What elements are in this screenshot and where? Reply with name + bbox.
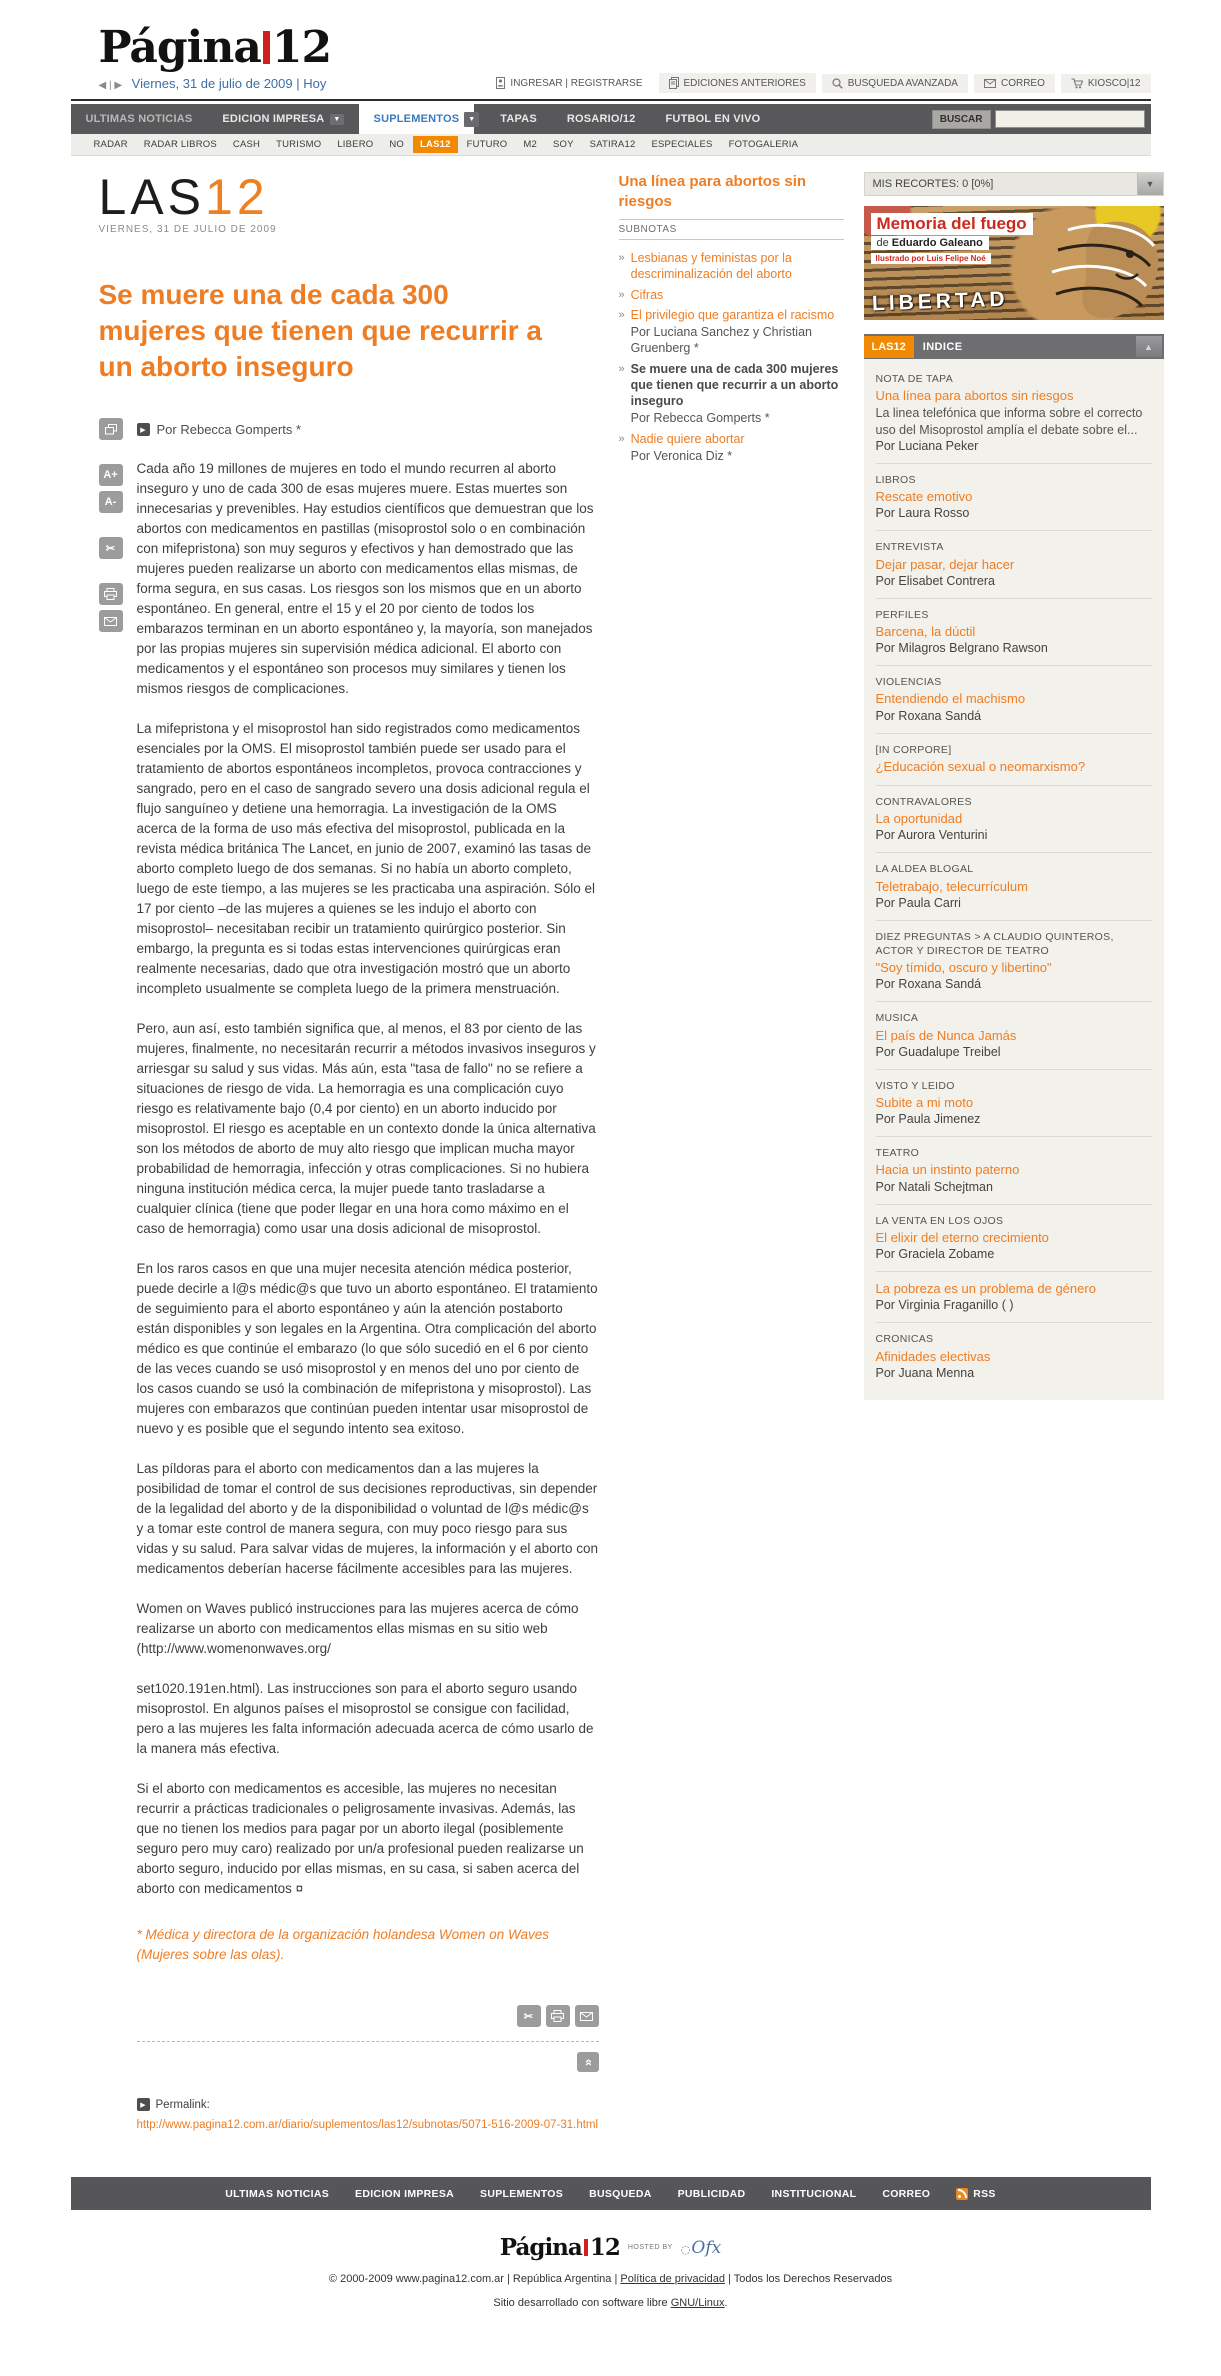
index-link[interactable]: Rescate emotivo bbox=[875, 489, 973, 505]
subnota-item bbox=[619, 431, 844, 465]
index-link[interactable]: El elixir del eterno crecimiento bbox=[875, 1229, 1049, 1245]
article-footnote: * Médica y directora de la organización holandesa Women on Waves (Mujeres sobre las olas). bbox=[136, 1927, 549, 1963]
subnota-item bbox=[619, 307, 844, 357]
index-byline: Por Juana Menna bbox=[875, 1365, 975, 1380]
supplement-date: VIERNES, 31 DE JULIO DE 2009 bbox=[98, 224, 277, 235]
index-link[interactable]: Entendiendo el machismo bbox=[875, 691, 1026, 707]
index-byline: Por Milagros Belgrano Rawson bbox=[875, 641, 1048, 656]
search-icon bbox=[832, 78, 843, 89]
host-logo[interactable]: ◌ Ofx bbox=[681, 2238, 721, 2258]
open-window-icon[interactable] bbox=[99, 418, 123, 440]
privacy-policy-link[interactable]: Política de privacidad bbox=[620, 2273, 725, 2286]
index-byline: Por Graciela Zobame bbox=[875, 1247, 995, 1262]
permalink-url[interactable]: http://www.pagina12.com.ar/diario/suplementos/las12/subnotas/5071-516-2009-07-31.html bbox=[136, 2119, 599, 2132]
hosted-by-label: HOSTED BY bbox=[627, 2244, 673, 2252]
index-category: LIBROS bbox=[875, 473, 916, 486]
bullet-icon: » bbox=[618, 362, 625, 375]
logo-text-1: Página bbox=[98, 22, 261, 73]
right-sidebar bbox=[864, 172, 1164, 2131]
footer-rss[interactable] bbox=[956, 2188, 996, 2200]
index-entry bbox=[876, 1205, 1152, 1272]
article-paragraph: En los raros casos en que una mujer necesita atención médica posterior, puede decirle a l@s médic@s que tuvo un aborto espontáneo. El tratamiento de seguimiento para el aborto espontáneo y aún la atención postaborto están disponibles y son legales en la Argentina. Otra complicación del aborto médico es que continúe el embarazo (lo que sólo sucedió en el 6 por ciento de las veces cuando se usó misoprostol y en menos del uno por ciento de los casos cuando se usó la combinación de mifepristona y misoprostol). Las mujeres con embarazos que continúan pueden intentar usar misoprostol de nuevo y es posible que el segundo intento sea exitoso. bbox=[136, 1261, 598, 1437]
subnota-link[interactable]: Nadie quiere abortar bbox=[630, 431, 745, 446]
indice-header bbox=[864, 334, 1164, 359]
index-link[interactable]: Afinidades electivas bbox=[875, 1348, 991, 1364]
permalink-label: Permalink: bbox=[155, 2098, 210, 2111]
share-toolbar bbox=[137, 2005, 599, 2027]
index-link[interactable]: La pobreza es un problema de género bbox=[875, 1281, 1096, 1297]
nav-label: EDICION IMPRESA bbox=[222, 113, 325, 125]
subnota-byline: Por Luciana Sanchez y Christian Gruenberg * bbox=[630, 325, 812, 356]
ad-subtitle bbox=[871, 236, 989, 250]
index-entry bbox=[876, 1323, 1152, 1389]
subnotas-label: SUBNOTAS bbox=[619, 219, 844, 240]
bullet-icon: » bbox=[618, 432, 625, 445]
print-button[interactable] bbox=[546, 2005, 570, 2027]
font-increase-button[interactable]: A+ bbox=[99, 464, 123, 486]
footer-busqueda[interactable]: BUSQUEDA bbox=[589, 2187, 652, 2200]
ad-caption: LIBERTAD bbox=[871, 287, 1009, 316]
chevron-down-icon[interactable]: ▼ bbox=[464, 112, 479, 127]
scissors-icon[interactable]: ✂ bbox=[523, 2010, 534, 2023]
chevron-up-icon[interactable]: ▲ bbox=[1136, 336, 1162, 357]
logo-text-1: Página bbox=[499, 2234, 582, 2262]
index-byline: Por Elisabet Contrera bbox=[875, 573, 996, 588]
scissors-icon[interactable]: ✂ bbox=[105, 542, 116, 555]
index-category: TEATRO bbox=[875, 1147, 920, 1160]
footer-correo[interactable]: CORREO bbox=[882, 2187, 931, 2200]
index-entry bbox=[876, 363, 1152, 464]
nav-futbol-en-vivo[interactable] bbox=[651, 104, 776, 134]
footer-edicion-impresa[interactable]: EDICION IMPRESA bbox=[355, 2187, 455, 2200]
article-paragraph: Si el aborto con medicamentos es accesible, las mujeres no necesitan recurrir a prácticas tradicionales o peligrosamente invasivas. Además, las que no tienen los medios para pagar por un aborto ilegal (posiblemente seguro pero muy caro) realizado por un/a profesional pueden realizarse un aborto seguro, inducido por ellas mismas, en su casa, si saben acerca del aborto con medicamentos ¤ bbox=[136, 1781, 584, 1897]
envelope-icon bbox=[104, 617, 117, 626]
subnav-no[interactable]: NO bbox=[389, 139, 405, 150]
index-excerpt: La linea telefónica que informa sobre el correcto uso del Misoprostol amplía el debate sobre el... bbox=[875, 406, 1143, 437]
subnav-m2[interactable]: M2 bbox=[523, 139, 537, 150]
logo-text-2: 12 bbox=[589, 2234, 620, 2262]
article-paragraph: Women on Waves publicó instrucciones para las mujeres acerca de cómo realizarse un aborto con medicamentos ellas mismas en su sitio web (http://www.womenonwaves.org/ bbox=[136, 1601, 579, 1657]
advanced-search-label: BUSQUEDA AVANZADA bbox=[847, 77, 958, 89]
printer-icon bbox=[551, 2010, 564, 2022]
subnota-link[interactable]: El privilegio que garantiza el racismo bbox=[630, 307, 835, 322]
copyright-post: | Todos los Derechos Reservados bbox=[724, 2273, 893, 2286]
index-category: MUSICA bbox=[875, 1012, 919, 1025]
indice-list bbox=[864, 359, 1164, 1400]
subnota-byline: Por Rebecca Gomperts * bbox=[630, 411, 770, 426]
nav-suplementos[interactable] bbox=[359, 104, 475, 134]
print-button[interactable] bbox=[99, 583, 123, 605]
index-category: CRONICAS bbox=[875, 1333, 934, 1346]
footer-publicidad[interactable]: PUBLICIDAD bbox=[677, 2187, 746, 2200]
index-byline: Por Luciana Peker bbox=[875, 438, 979, 453]
mail-label: CORREO bbox=[1000, 77, 1045, 89]
bullet-icon: » bbox=[618, 252, 625, 264]
bullet-icon: » bbox=[618, 288, 625, 301]
nav-label: TAPAS bbox=[500, 113, 537, 125]
indice-title: INDICE bbox=[922, 340, 963, 353]
index-entry bbox=[876, 1272, 1152, 1323]
subnav-cash[interactable]: CASH bbox=[232, 139, 261, 150]
subnav-las12[interactable]: LAS12 bbox=[413, 136, 458, 153]
index-link[interactable]: Una línea para abortos sin riesgos bbox=[875, 388, 1074, 404]
developed-line bbox=[71, 2297, 1151, 2349]
pagina12-logo[interactable] bbox=[71, 22, 1151, 73]
divider bbox=[137, 2041, 599, 2042]
index-link[interactable]: "Soy tímido, oscuro y libertino" bbox=[875, 960, 1052, 976]
index-byline: Por Laura Rosso bbox=[875, 506, 970, 521]
index-link[interactable]: Hacia un instinto paterno bbox=[875, 1162, 1020, 1178]
index-entry bbox=[876, 464, 1152, 531]
index-entry bbox=[876, 1070, 1152, 1137]
article-title: Se muere una de cada 300 mujeres que tienen que recurrir a un aborto inseguro bbox=[98, 279, 542, 382]
rss-label: RSS bbox=[973, 2187, 996, 2200]
developed-pre: Sitio desarrollado con software libre bbox=[493, 2297, 671, 2310]
index-category: DIEZ PREGUNTAS > A CLAUDIO QUINTEROS, ACTOR Y DIRECTOR DE TEATRO bbox=[875, 930, 1114, 958]
las12-badge: LAS12 bbox=[864, 336, 914, 358]
email-button[interactable] bbox=[99, 610, 123, 632]
index-entry bbox=[876, 1137, 1152, 1204]
index-category: LA ALDEA BLOGAL bbox=[875, 863, 974, 876]
previous-editions-link[interactable] bbox=[659, 73, 816, 93]
bullet-icon: » bbox=[618, 308, 625, 321]
printer-icon bbox=[104, 588, 117, 600]
index-category: PERFILES bbox=[875, 608, 929, 621]
index-link[interactable]: Subite a mi moto bbox=[875, 1095, 974, 1111]
index-byline: Por Aurora Venturini bbox=[875, 828, 988, 843]
index-link[interactable]: ¿Educación sexual o neomarxismo? bbox=[875, 758, 1086, 774]
footer-ultimas-noticias[interactable]: ULTIMAS NOTICIAS bbox=[225, 2187, 330, 2200]
subnav-radar-libros[interactable]: RADAR LIBROS bbox=[143, 139, 217, 150]
index-entry bbox=[876, 853, 1152, 920]
index-category: [IN CORPORE] bbox=[875, 743, 952, 756]
las12-logo-text-1: LAS bbox=[98, 169, 206, 225]
site-header bbox=[71, 0, 1151, 101]
index-link[interactable]: La oportunidad bbox=[875, 811, 963, 827]
index-byline: Por Guadalupe Treibel bbox=[875, 1044, 1001, 1059]
index-byline: Por Natali Schejtman bbox=[875, 1179, 993, 1194]
clip-button bbox=[517, 2005, 541, 2027]
mis-recortes-bar bbox=[864, 172, 1164, 196]
article-toolbar bbox=[99, 418, 125, 2131]
back-to-top-button[interactable] bbox=[577, 2052, 599, 2072]
chevron-down-icon[interactable]: ▼ bbox=[1137, 173, 1163, 195]
article-paragraph: Cada año 19 millones de mujeres en todo el mundo recurren al aborto inseguro y uno de cada 300 de esas mujeres muere. Estas muertes son innecesarias y prevenibles. Hay estudios científicos que demuestran que los abortos con medicamentos en pastillas (misoprostol solo o en combinación con mifepristona) son muy seguros y efectivos y han demostrado que las mujeres pueden realizarse un aborto con medicamentos ellas mismas, de forma segura, en sus casas. Los riesgos son los mismos que en un aborto espontáneo. En general, entre el 15 y el 20 por ciento de todos los embarazos terminan en un aborto espontáneo y, la mayoría, son manejados por las propias mujeres sin supervisión médica adicional. El aborto con medicamentos y el espontáneo son procesos muy similares y tienen los mismos riesgos de complicaciones. bbox=[136, 461, 594, 697]
index-entry bbox=[876, 531, 1152, 598]
index-byline: Por Paula Jimenez bbox=[875, 1112, 981, 1127]
footer-institucional[interactable]: INSTITUCIONAL bbox=[771, 2187, 857, 2200]
copyright-line bbox=[71, 2273, 1151, 2285]
article-paragraph: set1020.191en.html). Las instrucciones son para el aborto seguro usando misoprostol. En algunos países el misoprostol se consigue con facilidad, pero a las mujeres les falta información adecuada acerca de cómo usarlo de la manera más efectiva. bbox=[136, 1681, 594, 1757]
article-paragraph: Pero, aun así, esto también significa que, al menos, el 83 por ciento de las mujeres, finalmente, no necesitarán recurrir a métodos invasivos inseguros y arriesgar su salud y sus vidas. Más aún, esta "tasa de fallo" no se refiere a situaciones de riesgo de vida. La hemorragia es una complicación cuyo riesgo es relativamente bajo (0,4 por ciento) en un aborto inducido por misoprostol. El riesgo es aceptable en un contexto donde la única alternativa son los métodos de aborto de muy alto riesgo que implican mucha mayor probabilidad de hemorragia, infección y otras complicaciones. Si no hubiera ninguna institución médica cerca, la mujer puede tanto trasladarse a cualquier clínica (tiene que poder llegar en una hora como máximo en el caso de hemorragia) como usar una dosis adicional de misoprostol. bbox=[136, 1021, 596, 1237]
search-button[interactable]: BUSCAR bbox=[932, 110, 991, 129]
nav-rosario12[interactable] bbox=[552, 104, 651, 134]
login-register-label: INGRESAR | REGISTRARSE bbox=[510, 77, 643, 89]
clip-button bbox=[99, 537, 123, 559]
nav-label: ULTIMAS NOTICIAS bbox=[85, 113, 193, 125]
logo-red-bar bbox=[584, 2239, 588, 2256]
editions-icon bbox=[669, 77, 679, 89]
developed-post: . bbox=[724, 2297, 728, 2310]
nav-label: SUPLEMENTOS bbox=[373, 113, 460, 125]
ad-credit: Ilustrado por Luis Felipe Noé bbox=[871, 253, 991, 264]
ad-title: Memoria del fuego bbox=[871, 213, 1033, 235]
subnav-soy[interactable]: SOY bbox=[552, 139, 574, 150]
index-link[interactable]: Teletrabajo, telecurrículum bbox=[875, 878, 1028, 894]
index-entry bbox=[876, 1002, 1152, 1069]
subnav-especiales[interactable]: ESPECIALES bbox=[651, 139, 713, 150]
permalink-row bbox=[137, 2098, 599, 2111]
index-link[interactable]: El país de Nunca Jamás bbox=[875, 1027, 1017, 1043]
ad-subtitle-pre: de bbox=[876, 237, 892, 249]
subnav-turismo[interactable]: TURISMO bbox=[276, 139, 322, 150]
play-icon: ▶ bbox=[137, 423, 150, 436]
subnotas-heading[interactable]: Una línea para abortos sin riesgos bbox=[618, 173, 807, 210]
article-byline bbox=[137, 422, 599, 437]
index-category: ENTREVISTA bbox=[875, 541, 944, 554]
index-category: VISTO Y LEIDO bbox=[875, 1079, 955, 1092]
index-entry bbox=[876, 734, 1152, 786]
subnav-futuro[interactable]: FUTURO bbox=[466, 139, 508, 150]
windows-icon bbox=[105, 424, 117, 435]
index-entry bbox=[876, 786, 1152, 853]
search-area bbox=[932, 104, 1151, 134]
previous-editions-label: EDICIONES ANTERIORES bbox=[683, 77, 806, 89]
subnav-fotogaleria[interactable]: FOTOGALERIA bbox=[728, 139, 799, 150]
footer-pagina12-logo[interactable] bbox=[499, 2234, 620, 2262]
nav-tapas[interactable] bbox=[485, 104, 552, 134]
mail-link[interactable] bbox=[974, 74, 1055, 93]
subnota-item-current bbox=[619, 361, 844, 427]
index-category: NOTA DE TAPA bbox=[875, 373, 954, 385]
mail-icon bbox=[984, 79, 996, 88]
main-navigation bbox=[71, 104, 1151, 134]
login-register-link[interactable] bbox=[486, 73, 652, 93]
logo-red-bar bbox=[263, 31, 270, 64]
collapse-icon: » bbox=[579, 2058, 595, 2067]
envelope-icon bbox=[580, 2012, 593, 2021]
index-byline: Por Roxana Sandá bbox=[875, 977, 982, 992]
subnota-item bbox=[619, 287, 844, 303]
subnota-link[interactable]: Lesbianas y feministas por la descriminalización del aborto bbox=[630, 251, 792, 282]
subnota-byline: Por Veronica Diz * bbox=[630, 448, 733, 463]
subnota-item bbox=[619, 250, 844, 283]
index-byline: Por Virginia Fraganillo ( ) bbox=[875, 1298, 1014, 1313]
subnav-radar[interactable]: RADAR bbox=[93, 139, 128, 150]
index-category: VIOLENCIAS bbox=[875, 676, 942, 689]
index-link[interactable]: Dejar pasar, dejar hacer bbox=[875, 556, 1015, 572]
user-icon bbox=[496, 77, 505, 89]
email-button[interactable] bbox=[575, 2005, 599, 2027]
memoria-del-fuego-ad[interactable] bbox=[864, 206, 1164, 320]
las12-logo-text-2: 12 bbox=[205, 169, 269, 225]
footer-suplementos[interactable]: SUPLEMENTOS bbox=[480, 2187, 564, 2200]
index-entry bbox=[876, 921, 1152, 1003]
date-prev-next-icons[interactable]: ◀ | ▶ bbox=[98, 80, 123, 91]
index-entry bbox=[876, 599, 1152, 666]
article-paragraph: La mifepristona y el misoprostol han sido registrados como medicamentos esenciales por la OMS. El misoprostol también puede ser usado para el tratamiento de abortos espontáneos incompletos, provoca contracciones y sangrado, pero en el caso de sangrado severo una dosis adicional regula el flujo sanguíneo y detiene una hemorragia. La investigación de la OMS acerca de la forma de uso más efectiva del misoprostol, publicada en la revista médica británica The Lancet, en junio de 2007, examinó las tasas de aborto completo luego de dos semanas. Si no había un aborto completo, luego de este tiempo, a las mujeres se les practicaba una aspiración. Sólo el 17 por ciento –de las mujeres a quienes se les indujo el aborto con misoprostol– necesitaban recibir un tratamiento quirúrgico posterior. Sin embargo, la pregunta es si todas estas intervenciones quirúrgicas eran realmente necesarias, dado que otra investigación mostró que un aborto incompleto usualmente se completa luego de la primera menstruación. bbox=[136, 721, 596, 997]
index-category: CONTRAVALORES bbox=[875, 796, 972, 809]
article-column bbox=[98, 169, 599, 2132]
kiosco-link[interactable] bbox=[1061, 74, 1151, 93]
subnota-current-title: Se muere una de cada 300 mujeres que tienen que recurrir a un aborto inseguro bbox=[630, 361, 839, 408]
nav-label: FUTBOL EN VIVO bbox=[665, 113, 761, 125]
footer-navigation bbox=[71, 2177, 1151, 2210]
advanced-search-link[interactable] bbox=[822, 74, 968, 93]
las12-logo bbox=[98, 169, 599, 225]
index-byline: Por Paula Carri bbox=[875, 895, 961, 910]
kiosco-label: KIOSCO|12 bbox=[1087, 77, 1141, 89]
search-input[interactable] bbox=[995, 110, 1145, 128]
cart-icon bbox=[1071, 78, 1083, 89]
nav-edicion-impresa[interactable] bbox=[207, 104, 358, 134]
index-link[interactable]: Barcena, la dúctil bbox=[875, 623, 976, 639]
subnota-link[interactable]: Cifras bbox=[630, 287, 664, 302]
index-entry bbox=[876, 666, 1152, 733]
article-paragraph: Las píldoras para el aborto con medicamentos dan a las mujeres la posibilidad de tomar el control de sus decisiones reproductivas, sin depender de la legalidad del aborto y de la disponibilidad o voluntad de l@s médic@s y a tomar este control de manera segura, con muy poco riesgo para sus vidas y su salud. Para salvar vidas de mujeres, la información y el aborto con medicamentos deberían hacerse fácilmente accesibles para las mujeres. bbox=[136, 1461, 598, 1577]
subnav-satira12[interactable]: SATIRA12 bbox=[589, 139, 636, 150]
mis-recortes-label: MIS RECORTES: 0 [0%] bbox=[872, 178, 994, 190]
rss-icon bbox=[956, 2188, 968, 2200]
index-byline: Por Roxana Sandá bbox=[875, 708, 982, 723]
chevron-down-icon[interactable]: ▼ bbox=[330, 114, 343, 125]
ad-illustration bbox=[1038, 210, 1164, 320]
utility-bar bbox=[486, 73, 1150, 93]
footer-logo-row bbox=[71, 2234, 1151, 2262]
copyright-pre: © 2000-2009 www.pagina12.com.ar | República Argentina | bbox=[328, 2273, 621, 2286]
nav-label: ROSARIO/12 bbox=[566, 113, 636, 125]
logo-text-2: 12 bbox=[271, 22, 332, 73]
play-icon: ▶ bbox=[137, 2098, 150, 2111]
subnotas-column bbox=[619, 172, 844, 2131]
subnav-libero[interactable]: LIBERO bbox=[337, 139, 374, 150]
byline-text: Por Rebecca Gomperts * bbox=[156, 422, 302, 438]
gnu-linux-link[interactable]: GNU/Linux bbox=[670, 2297, 725, 2310]
edition-date[interactable]: Viernes, 31 de julio de 2009 | Hoy bbox=[131, 76, 327, 91]
ad-author: Eduardo Galeano bbox=[891, 237, 983, 249]
supplements-navigation bbox=[71, 134, 1151, 156]
nav-ultimas-noticias[interactable] bbox=[71, 104, 208, 134]
font-decrease-button[interactable]: A- bbox=[99, 491, 123, 513]
index-category: LA VENTA EN LOS OJOS bbox=[875, 1214, 1004, 1227]
